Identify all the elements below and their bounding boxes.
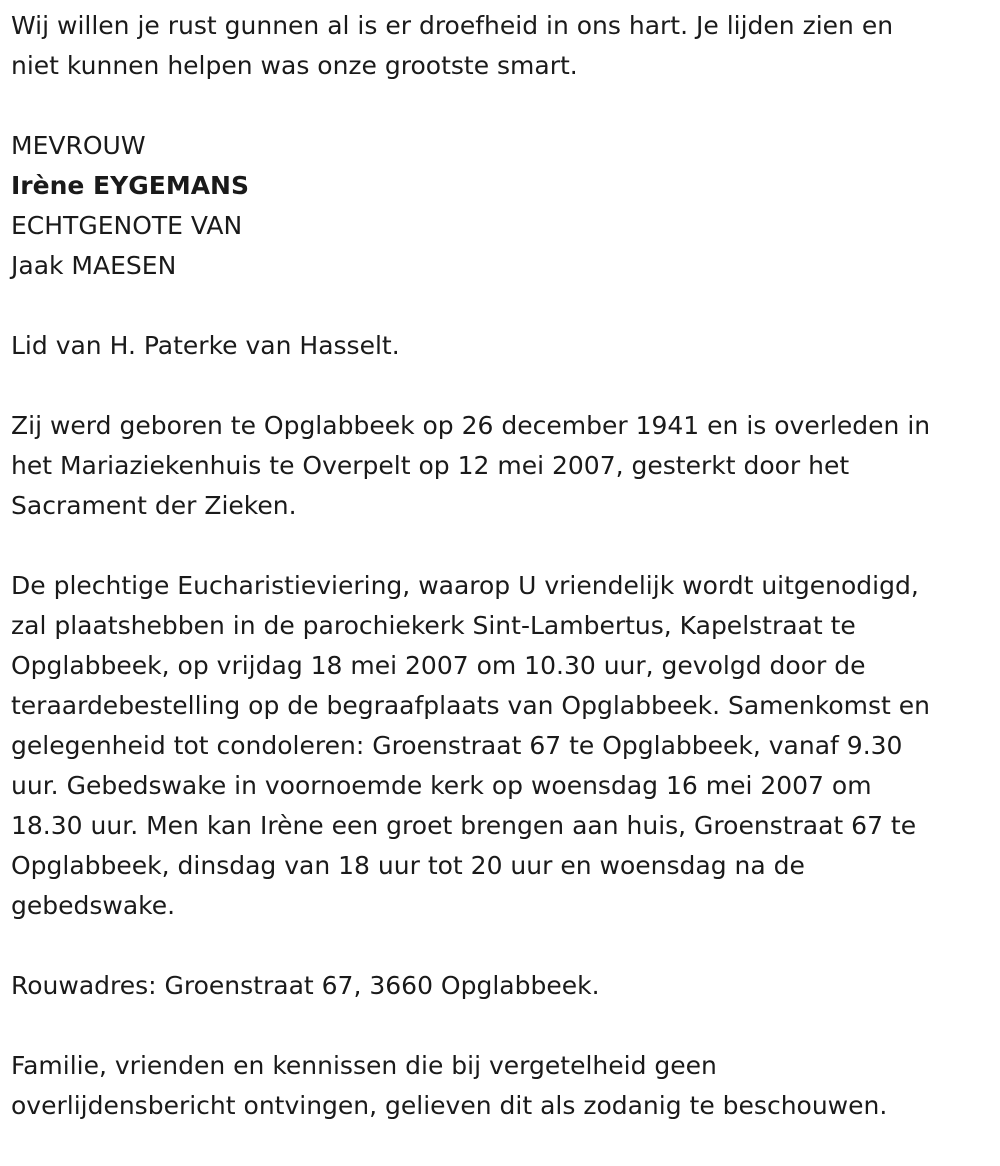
spouse-name: Jaak MAESEN — [11, 251, 177, 280]
address-paragraph: Rouwadres: Groenstraat 67, 3660 Opglabbeek. — [11, 971, 600, 1000]
deceased-name: Irène EYGEMANS — [11, 171, 249, 200]
deceased-block — [11, 126, 1000, 286]
birth-death-paragraph: Zij werd geboren te Opglabbeek op 26 december 1941 en is overleden in het Mariaziekenhuis te Overpelt op 12 mei 2007, gesterkt door het Sacrament der Zieken. — [11, 411, 931, 520]
membership-paragraph: Lid van H. Paterke van Hasselt. — [11, 331, 400, 360]
spacer — [11, 1006, 1000, 1046]
spacer — [11, 366, 1000, 406]
salutation: MEVROUW — [11, 131, 146, 160]
spacer — [11, 526, 1000, 566]
ceremony-paragraph: De plechtige Eucharistieviering, waarop U vriendelijk wordt uitgenodigd, zal plaatshebben in de parochiekerk Sint-Lambertus, Kapelstraat te Opglabbeek, op vrijdag 18 mei 2007 om 10.30 uur, gevolgd door de teraardebestelling op de begraafplaats van Opglabbeek. Samenkomst en gelegenheid tot condoleren: Groenstraat 67 te Opglabbeek, vanaf 9.30 uur. Gebedswake in voornoemde kerk op woensdag 16 mei 2007 om 18.30 uur. Men kan Irène een groet brengen aan huis, Groenstraat 67 te Opglabbeek, dinsdag van 18 uur tot 20 uur en woensdag na de gebedswake. — [11, 571, 930, 920]
closing-paragraph: Familie, vrienden en kennissen die bij vergetelheid geen overlijdensbericht ontvingen, gelieven dit als zodanig te beschouwen. — [11, 1051, 888, 1120]
spacer — [11, 926, 1000, 966]
relation-label: ECHTGENOTE VAN — [11, 211, 243, 240]
spacer — [11, 86, 1000, 126]
spacer — [11, 286, 1000, 326]
opening-verse: Wij willen je rust gunnen al is er droefheid in ons hart. Je lijden zien en niet kunnen helpen was onze grootste smart. — [11, 11, 894, 80]
